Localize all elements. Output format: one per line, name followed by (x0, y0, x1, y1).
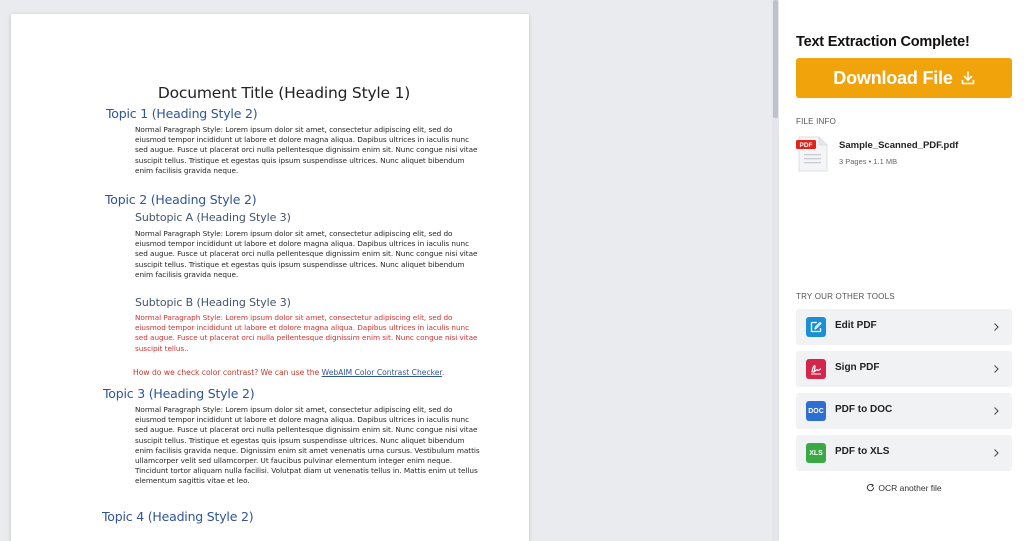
chevron-right-icon (990, 363, 1002, 375)
edit-pdf-icon (806, 317, 826, 337)
pdf-file-icon (796, 136, 828, 172)
chevron-right-icon (990, 447, 1002, 459)
paragraph-2: Normal Paragraph Style: Lorem ipsum dolor sit amet, consectetur adipiscing elit, sed do eiusmod tempor incididunt ut labore et dolore magna aliqua. Dapibus ultrices in iaculis nunc sed augue. Fusce ut placerat orci nulla pellentesque dignissim enim sit. Nunc congue nisi vitae suscipit tellus. Tristique et egestas quis ipsum suspendisse ultrices. Nunc aliquet bibendum enim facilisis gravida neque. (135, 229, 478, 279)
tool-edit-pdf[interactable] (796, 309, 1012, 345)
pdf-file-icon-text: PDF (799, 142, 813, 149)
ocr-link-label: OCR another file (878, 483, 942, 493)
topic-2-heading: Topic 2 (Heading Style 2) (105, 192, 257, 207)
results-sidebar (779, 0, 1024, 541)
contrast-note (133, 368, 444, 377)
tool-label: Edit PDF (835, 320, 877, 331)
contrast-note-end: . (441, 368, 445, 377)
document-title: Document Title (Heading Style 1) (157, 84, 411, 102)
topic-4-heading: Topic 4 (Heading Style 2) (102, 509, 254, 524)
file-info-label: FILE INFO (796, 117, 837, 126)
file-info (796, 136, 1012, 176)
paragraph-3: Normal Paragraph Style: Lorem ipsum dolor sit amet, consectetur adipiscing elit, sed do eiusmod tempor incididunt ut labore et dolore magna aliqua. Dapibus ultrices in iaculis nunc sed augue. Fusce ut placerat orci nulla pellentesque dignissim enim sit. Nunc congue nisi vitae suscipit tellus.. (135, 313, 478, 353)
ocr-another-file-link[interactable] (796, 483, 1012, 493)
sidebar-title: Text Extraction Complete! (796, 34, 970, 50)
sign-pdf-icon (806, 359, 826, 379)
tool-label: Sign PDF (835, 362, 880, 373)
chevron-right-icon (990, 321, 1002, 333)
webaim-link[interactable]: WebAIM Color Contrast Checker (321, 368, 442, 377)
tool-sign-pdf[interactable] (796, 351, 1012, 387)
paragraph-4: Normal Paragraph Style: Lorem ipsum dolor sit amet, consectetur adipiscing elit, sed do eiusmod tempor incididunt ut labore et dolore magna aliqua. Dapibus ultrices in iaculis nunc sed augue. Fusce ut placerat orci nulla pellentesque dignissim enim sit. Nunc congue nisi vitae suscipit tellus. Tristique et egestas quis ipsum suspendisse ultrices. Nunc aliquet bibendum enim facilisis gravida neque. Dignissim enim sit amet venenatis urna cursus. Vestibulum mattis ullamcorper velit sed ullamcorper. Ut faucibus pulvinar elementum integer enim neque. Tincidunt tortor aliquam nulla facilisi. Volutpat diam ut venenatis tellus in. Mattis enim ut tellus elementum sagittis vitae et leo. (135, 405, 480, 486)
doc-icon: DOC (806, 401, 826, 421)
viewer-scrollbar[interactable] (772, 0, 779, 541)
paragraph-1: Normal Paragraph Style: Lorem ipsum dolor sit amet, consectetur adipiscing elit, sed do eiusmod tempor incididunt ut labore et dolore magna aliqua. Dapibus ultrices in iaculis nunc sed augue. Fusce ut placerat orci nulla pellentesque dignissim enim sit. Nunc congue nisi vitae suscipit tellus. Tristique et egestas quis ipsum suspendisse ultrices. Nunc aliquet bibendum enim facilisis gravida neque. (135, 125, 478, 175)
subtopic-b-heading: Subtopic B (Heading Style 3) (135, 296, 291, 309)
document-page (11, 14, 529, 541)
download-icon (961, 71, 975, 85)
file-meta: 3 Pages • 1.1 MB (839, 157, 898, 166)
refresh-icon (866, 483, 875, 492)
tool-label: PDF to DOC (835, 404, 893, 415)
xls-icon: XLS (806, 443, 826, 463)
subtopic-a-heading: Subtopic A (Heading Style 3) (135, 211, 291, 224)
scrollbar-thumb[interactable] (773, 0, 778, 118)
file-name: Sample_Scanned_PDF.pdf (839, 140, 959, 151)
tool-label: PDF to XLS (835, 446, 890, 457)
topic-1-heading: Topic 1 (Heading Style 2) (106, 106, 258, 121)
download-button-label: Download File (833, 67, 953, 88)
download-file-button[interactable] (796, 58, 1012, 98)
chevron-right-icon (990, 405, 1002, 417)
contrast-note-text: How do we check color contrast? We can use the (133, 368, 322, 377)
topic-3-heading: Topic 3 (Heading Style 2) (103, 386, 255, 401)
other-tools-label: TRY OUR OTHER TOOLS (796, 292, 895, 301)
tool-pdf-to-doc[interactable] (796, 393, 1012, 429)
tool-pdf-to-xls[interactable] (796, 435, 1012, 471)
